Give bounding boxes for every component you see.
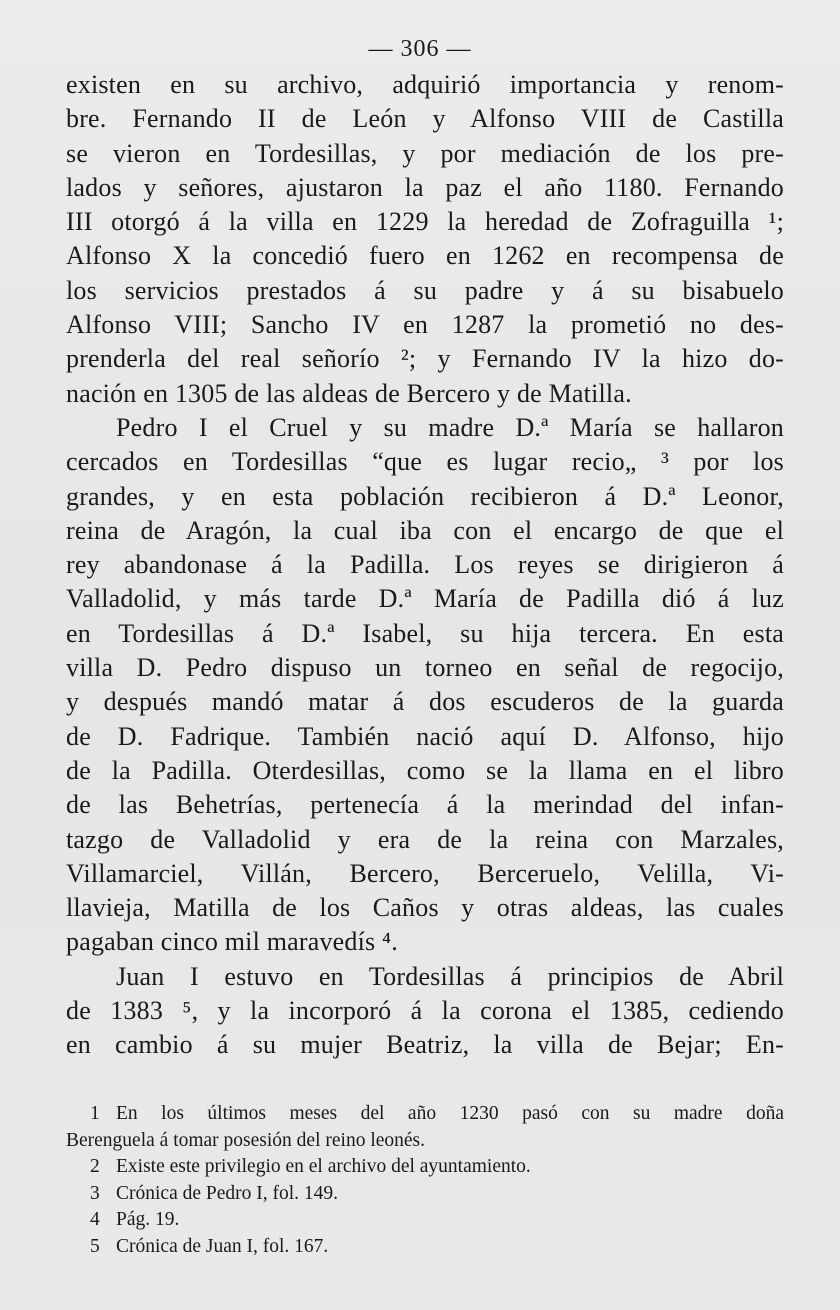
text-line: Villamarciel, Villán, Bercero, Berceruelo, Velilla, Vi- [66, 858, 784, 888]
footnote [66, 1207, 784, 1234]
text-line: cercados en Tordesillas “que es lugar recio„ ³ por los [66, 447, 784, 477]
text-line: grandes, y en esta población recibieron á D.ª Leonor, [66, 481, 784, 511]
footnote-text: Existe este privilegio en el archivo del ayuntamiento. [116, 1156, 531, 1177]
text-line: de D. Fadrique. También nació aquí D. Alfonso, hijo [66, 721, 784, 751]
footnote-text: Crónica de Juan I, fol. 167. [116, 1235, 329, 1257]
text-line: en cambio á su mujer Beatriz, la villa de Bejar; En- [66, 1030, 784, 1060]
body-text [66, 68, 784, 1063]
footnote-number: 1 [90, 1103, 100, 1124]
text-line: Juan I estuvo en Tordesillas á principios de Abril [116, 961, 784, 991]
text-line: bre. Fernando II de León y Alfonso VIII de Castilla [66, 104, 784, 134]
text-line: se vieron en Tordesillas, y por mediación de los pre- [66, 138, 784, 168]
footnote [66, 1101, 784, 1128]
footnote-number: 4 [90, 1209, 100, 1230]
text-line: y después mandó matar á dos escuderos de la guarda [66, 687, 784, 717]
text-line: de las Behetrías, pertenecía á la merindad del infan- [66, 790, 784, 820]
text-line: llavieja, Matilla de los Caños y otras aldeas, las cuales [66, 893, 784, 923]
text-line: Valladolid, y más tarde D.ª María de Padilla dió á luz [66, 584, 784, 614]
text-line: Pedro I el Cruel y su madre D.ª María se hallaron [116, 412, 784, 442]
footnote [66, 1234, 784, 1261]
footnote-number: 5 [90, 1235, 100, 1257]
text-line: en Tordesillas á D.ª Isabel, su hija tercera. En esta [66, 618, 784, 648]
footnote-continuation: Berenguela á tomar posesión del reino leonés. [66, 1129, 426, 1151]
footnote-text: Crónica de Pedro I, fol. 149. [116, 1182, 339, 1204]
page-number: — 306 — [368, 36, 472, 62]
text-line: existen en su archivo, adquirió importancia y renom- [66, 70, 784, 99]
text-line: lados y señores, ajustaron la paz el año 1180. Fernando [66, 172, 784, 202]
text-line: los servicios prestados á su padre y á su bisabuelo [66, 275, 784, 305]
footnotes [66, 1101, 784, 1260]
text-line: nación en 1305 de las aldeas de Bercero y de Matilla. [66, 378, 632, 408]
footnote [66, 1154, 784, 1181]
footnote [66, 1181, 784, 1208]
text-line: pagaban cinco mil maravedís ⁴. [66, 927, 399, 957]
text-line: villa D. Pedro dispuso un torneo en señal de regocijo, [66, 653, 784, 683]
text-line: III otorgó á la villa en 1229 la heredad de Zofraguilla ¹; [66, 207, 784, 237]
text-line: Alfonso VIII; Sancho IV en 1287 la prometió no des- [66, 310, 784, 340]
footnote-number: 3 [90, 1182, 100, 1204]
text-line: de la Padilla. Oterdesillas, como se la llama en el libro [66, 755, 784, 785]
footnote-number: 2 [90, 1156, 100, 1177]
text-line: reina de Aragón, la cual iba con el encargo de que el [66, 515, 784, 545]
footnote-text: Pág. 19. [116, 1209, 180, 1230]
text-line: rey abandonase á la Padilla. Los reyes se dirigieron á [66, 550, 784, 580]
text-line: Alfonso X la concedió fuero en 1262 en recompensa de [66, 241, 784, 271]
text-line: de 1383 ⁵, y la incorporó á la corona el 1385, cediendo [66, 996, 784, 1026]
footnote-text: En los últimos meses del año 1230 pasó con su madre doña [116, 1103, 784, 1124]
text-line: tazgo de Valladolid y era de la reina con Marzales, [66, 824, 784, 854]
text-line: prenderla del real señorío ²; y Fernando IV la hizo do- [66, 344, 784, 374]
